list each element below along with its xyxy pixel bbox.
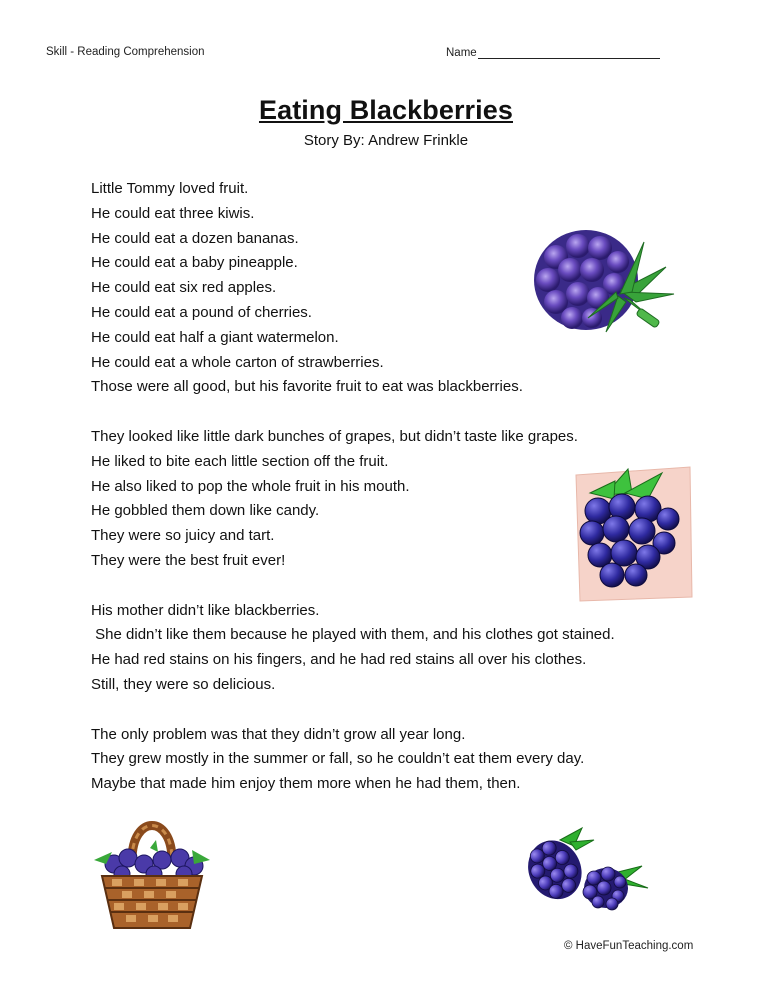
skill-label: Skill - Reading Comprehension [46,46,205,58]
story-line: Those were all good, but his favorite fruit to eat was blackberries. [91,378,523,396]
name-blank-line[interactable] [478,46,660,59]
story-line: She didn’t like them because he played with them, and his clothes got stained. [91,626,615,644]
blackberries-icon [524,826,654,916]
story-line: They were the best fruit ever! [91,551,286,569]
story-byline: Story By: Andrew Frinkle [303,132,469,149]
paragraph-3 [91,599,691,698]
blackberry-icon [526,222,676,342]
story-line: Maybe that made him enjoy them more when he had them, then. [91,775,521,793]
story-line: He could eat half a giant watermelon. [91,328,339,346]
story-line: He liked to bite each little section off the fruit. [91,452,389,470]
story-line: He could eat a baby pineapple. [91,254,298,272]
story-line: He gobbled them down like candy. [91,502,320,520]
story-line: The only problem was that they didn’t grow all year long. [91,725,466,743]
paragraph-4 [91,723,691,797]
basket-icon [92,820,212,935]
story-line: Little Tommy loved fruit. [91,180,249,197]
story-line: He could eat a dozen bananas. [91,229,299,247]
story-line: They were so juicy and tart. [91,527,275,545]
story-line: They grew mostly in the summer or fall, so he couldn’t eat them every day. [91,750,585,768]
story-line: His mother didn’t like blackberries. [91,601,320,619]
story-line: He had red stains on his fingers, and he had red stains all over his clothes. [91,651,587,669]
name-field[interactable] [446,46,660,59]
name-label: Name [446,47,477,59]
story-title: Eating Blackberries [258,95,513,125]
story-line: He also liked to pop the whole fruit in his mouth. [91,477,410,495]
story-line: Still, they were so delicious. [91,675,276,693]
story-line: He could eat six red apples. [91,279,277,297]
blackberry-bunch-icon [570,463,695,603]
story-line: They looked like little dark bunches of grapes, but didn’t taste like grapes. [91,427,578,445]
story-line: He could eat a whole carton of strawberries. [91,353,384,371]
story-line: He could eat three kiwis. [91,204,255,222]
copyright-footer: © HaveFunTeaching.com [564,940,694,952]
story-line: He could eat a pound of cherries. [91,303,312,321]
